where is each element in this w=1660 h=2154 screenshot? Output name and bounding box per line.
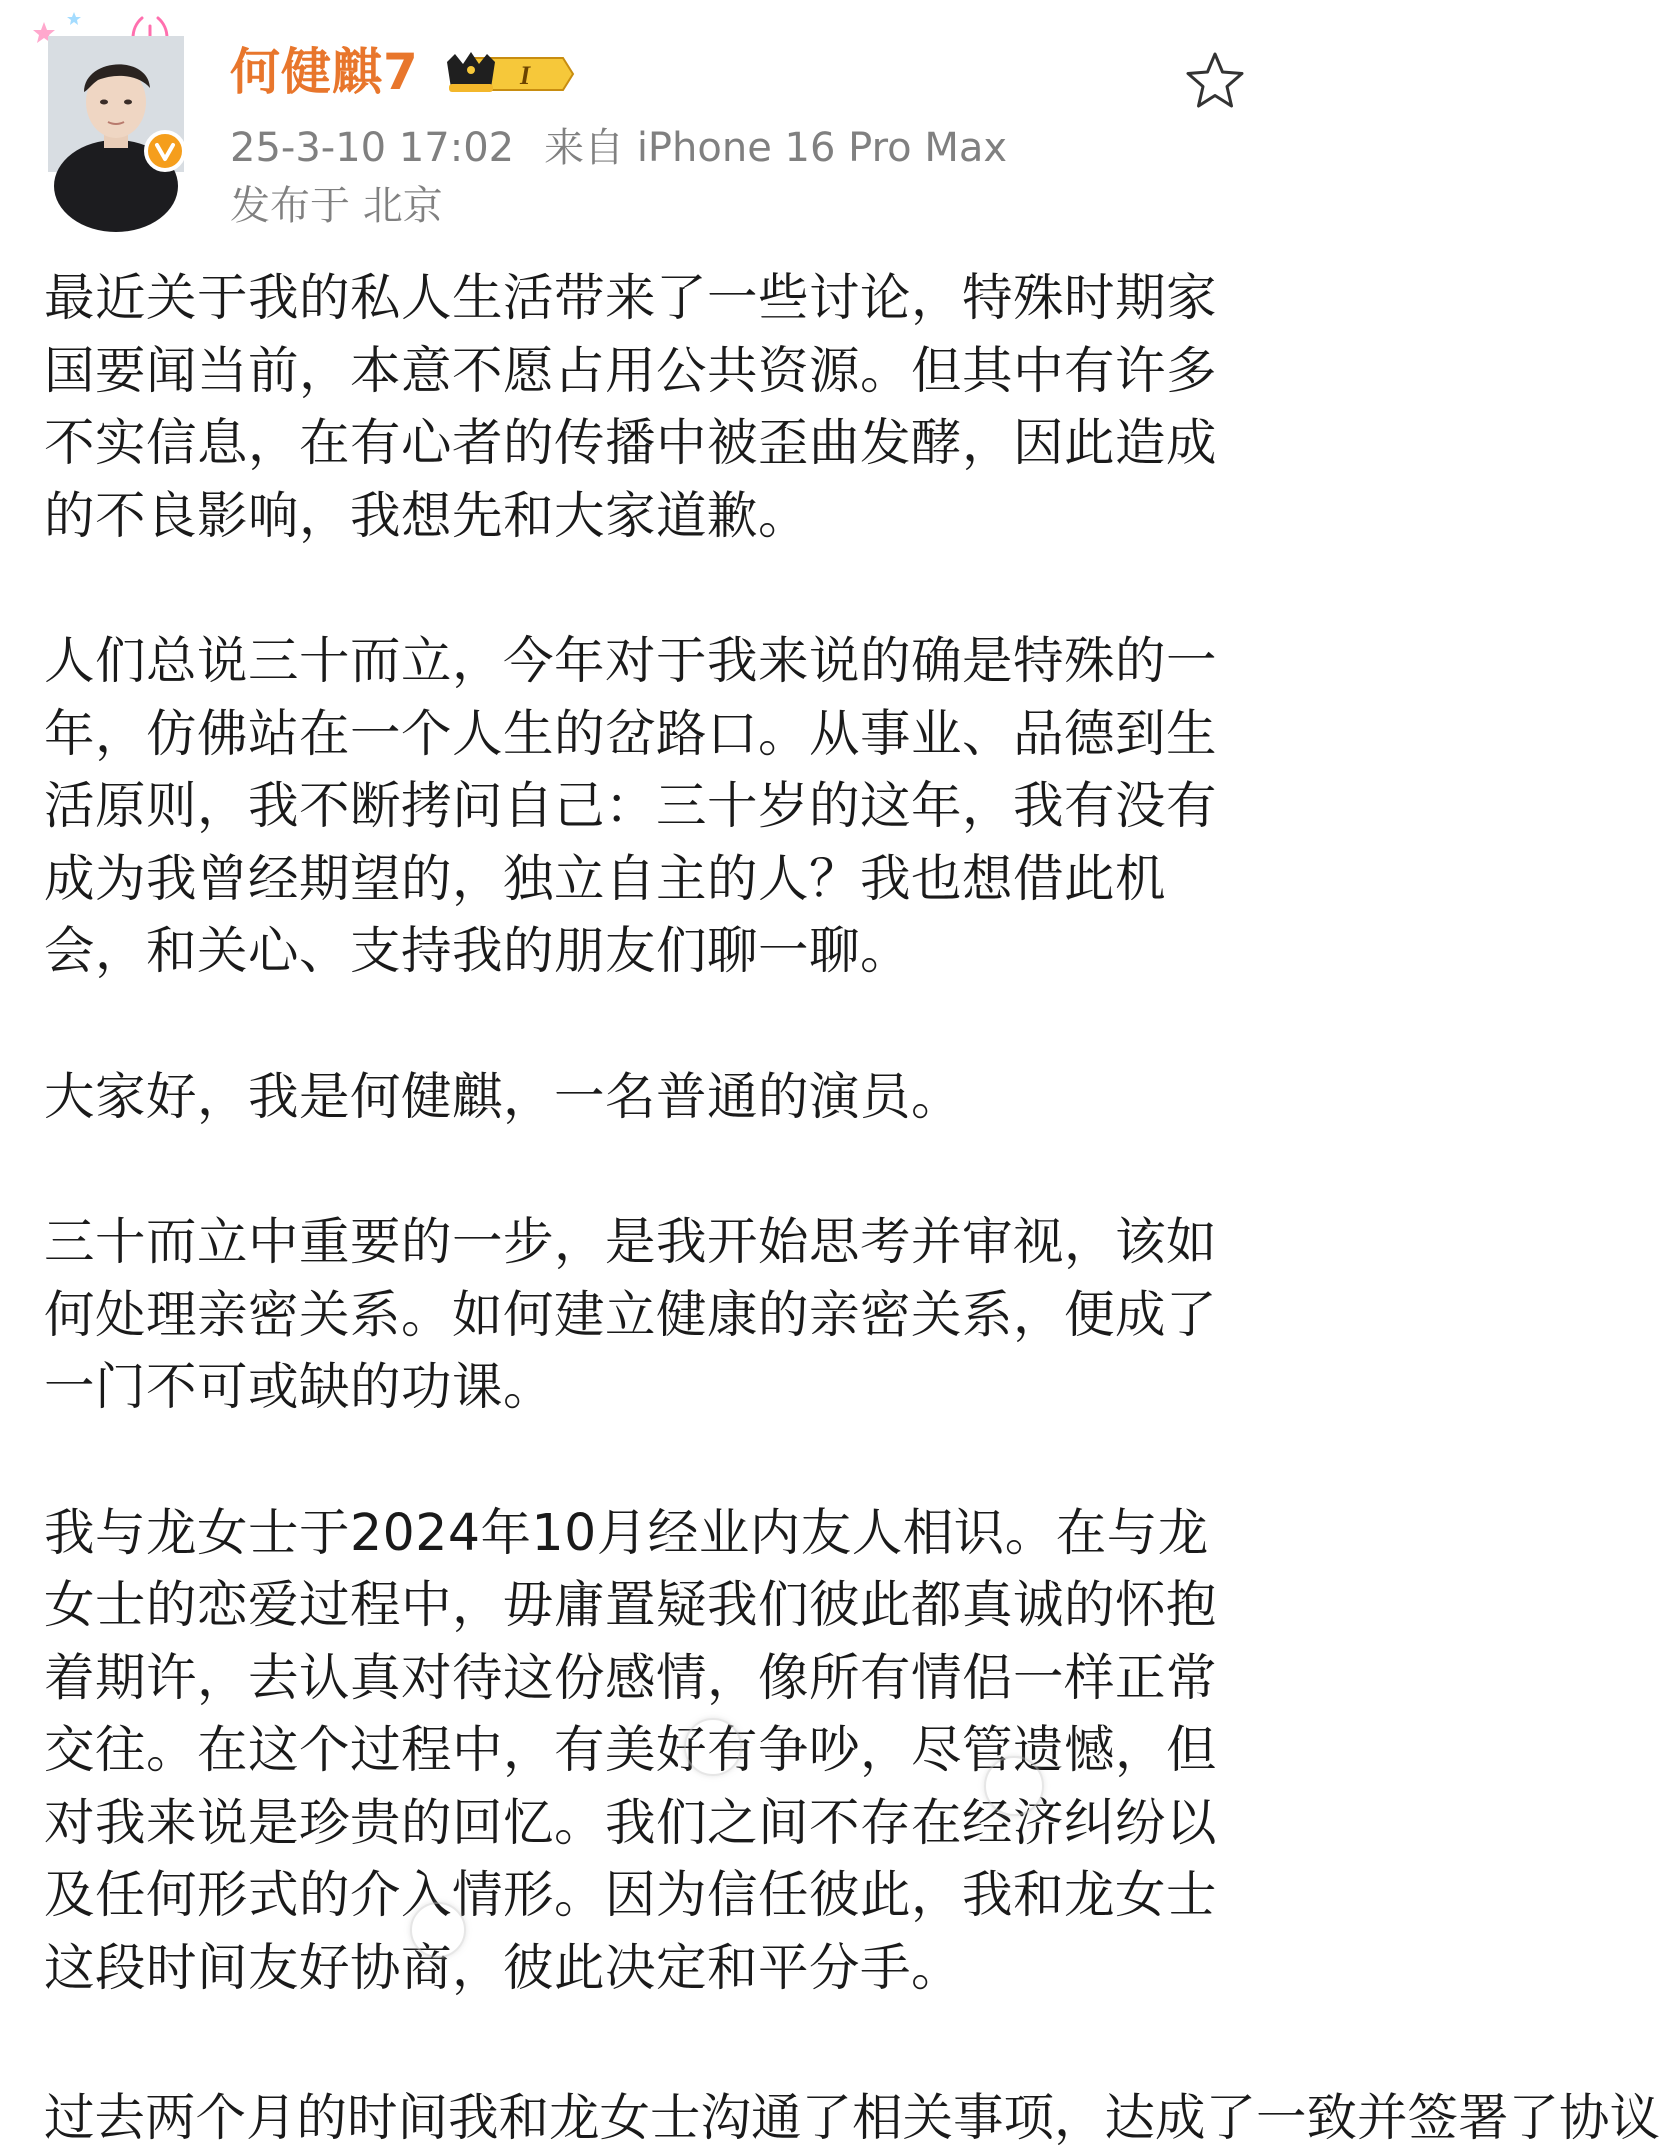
username[interactable]: 何健麒7 <box>230 43 419 101</box>
post-paragraph: 人们总说三十而立，今年对于我来说的确是特殊的一年，仿佛站在一个人生的岔路口。从事业、品德到生活原则，我不断拷问自己：三十岁的这年，我有没有成为我曾经期望的，独立自主的人？我也想借此机会，和关心、支持我的朋友们聊一聊。 <box>44 631 1217 980</box>
rank-level-label: I <box>519 61 531 90</box>
verified-v-icon <box>144 130 186 172</box>
post-content <box>44 262 1249 2004</box>
post-paragraph-cutoff: 过去两个月的时间我和龙女士沟通了相关事项，达成了一致并签署了协议 <box>44 2088 1660 2147</box>
post-timestamp: 25-3-10 17:02 <box>230 125 515 171</box>
crown-rank-icon[interactable] <box>437 44 577 104</box>
touch-ripple-icon <box>410 1902 466 1958</box>
avatar[interactable] <box>48 36 186 174</box>
post-source: 来自 iPhone 16 Pro Max <box>544 125 1008 171</box>
post-paragraph: 我与龙女士于2024年10月经业内友人相识。在与龙女士的恋爱过程中，毋庸置疑我们彼此都真诚的怀抱着期许，去认真对待这份感情，像所有情侣一样正常交往。在这个过程中，有美好有争吵，尽管遗憾，但对我来说是珍贵的回忆。我们之间不存在经济纠纷以及任何形式的介入情形。因为信任彼此，我和龙女士这段时间友好协商，彼此决定和平分手。 <box>44 1502 1217 1997</box>
touch-ripple-icon <box>984 1756 1044 1816</box>
post-location: 发布于 北京 <box>230 183 443 229</box>
post-meta <box>230 122 1007 174</box>
post-paragraph: 最近关于我的私人生活带来了一些讨论，特殊时期家国要闻当前，本意不愿占用公共资源。但其中有许多不实信息，在有心者的传播中被歪曲发酵，因此造成的不良影响，我想先和大家道歉。 <box>44 268 1217 545</box>
post-paragraph: 三十而立中重要的一步，是我开始思考并审视，该如何处理亲密关系。如何建立健康的亲密关系，便成了一门不可或缺的功课。 <box>44 1212 1217 1416</box>
post-paragraph: 大家好，我是何健麒，一名普通的演员。 <box>44 1066 962 1126</box>
star-outline-icon[interactable] <box>1184 50 1246 112</box>
touch-ripple-icon <box>684 1718 742 1776</box>
post-header <box>0 0 1290 240</box>
